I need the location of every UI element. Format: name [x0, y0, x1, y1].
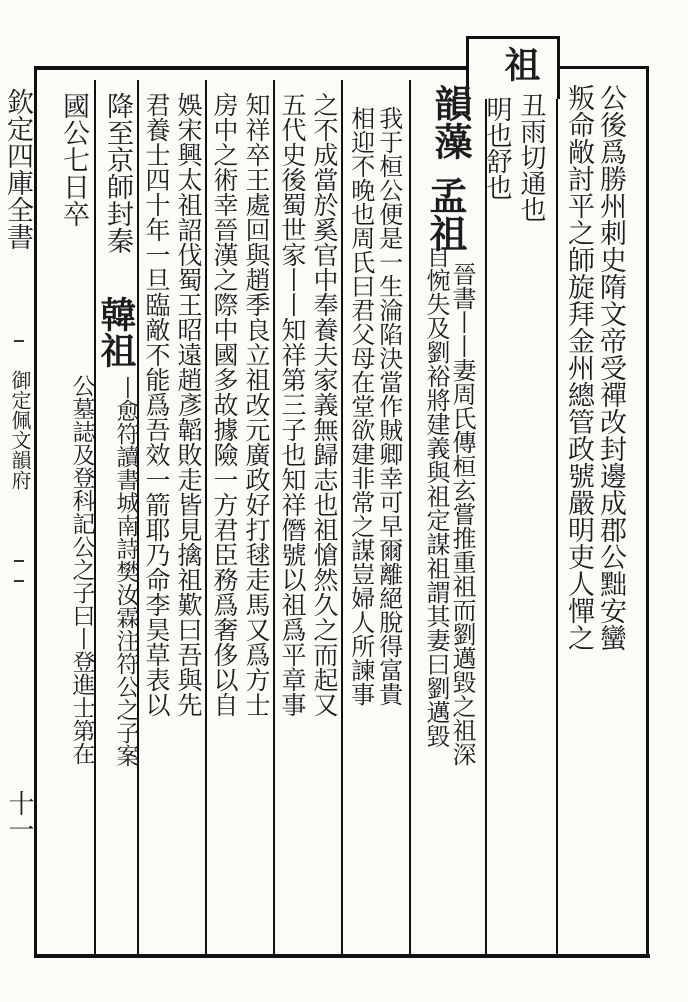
top-border-right	[554, 66, 648, 69]
text-column: 我于桓公便是一生淪陷決當作賊卿幸可早爾離絕脫得富貴	[374, 106, 403, 706]
note-line: 晉書丨丨妻周氏傳桓玄嘗推重祖而劉邁毀之祖深	[448, 262, 476, 766]
text-column: 叛命敞討平之師旋拜金州總管政號嚴明吏人憚之	[563, 84, 594, 651]
column-rule	[409, 80, 411, 954]
right-border	[646, 66, 649, 958]
column-rule	[273, 80, 275, 954]
book-subtitle: 御定佩文韻府	[8, 370, 32, 490]
entry-term: 韓祖	[95, 296, 137, 368]
column-rule	[485, 96, 487, 954]
rhyme-heading: 韻藻	[428, 84, 473, 160]
column-rule	[205, 80, 207, 954]
column-rule	[341, 80, 343, 954]
text-column: 降至京師封秦	[102, 92, 133, 254]
text-column: 娛宋興太祖詔伐蜀王昭遠趙彥韜敗走皆見擒祖歎曰吾與先	[174, 92, 203, 717]
book-title: 欽定四庫全書	[2, 88, 33, 250]
text-column: 國公七日卒	[58, 92, 89, 227]
text-column: 之不成當於奚官中奉養夫家義無歸志也祖愴然久之而起又	[310, 92, 339, 717]
page-number: 十一	[4, 790, 34, 842]
left-border	[34, 66, 37, 958]
text-column: 公後爲勝州刺史隋文帝受禪改封邊成郡公黜安蠻	[595, 84, 626, 651]
text-column: 相迎不晚也周氏曰君父母在堂欲建非常之謀豈婦人所諫事	[346, 106, 375, 706]
margin-dash	[14, 560, 24, 562]
note-line: 丨愈符讀書城南詩樊汝霖注符公之子案	[112, 376, 139, 767]
text-column: 君養士四十年一旦臨敵不能爲吾效一箭耶乃命李昊草表以	[142, 92, 171, 717]
text-column: 明也舒也	[482, 96, 512, 200]
text-column: 知祥卒王處回與趙季良立祖改元廣政好打毬走馬又爲方士	[242, 92, 271, 717]
head-character: 祖	[499, 46, 541, 82]
bottom-border	[34, 954, 650, 958]
text-column: 房中之術幸晉漢之際中國多故據險一方君臣務爲奢侈以自	[210, 92, 239, 717]
top-border	[34, 66, 466, 70]
note-line: 自惋失及劉裕將建義與祖定謀祖謂其妻曰劉邁毀	[422, 244, 450, 748]
text-column: 丑雨切通也	[516, 92, 546, 222]
entry-term: 孟祖	[423, 176, 468, 252]
margin-dash	[14, 580, 24, 582]
note-line: 公墓誌及登科記公之子曰丨登進士第在	[68, 374, 95, 765]
margin-dash	[14, 340, 24, 342]
text-column: 五代史後蜀世家丨丨知祥第三子也知祥僭號以祖爲平章事	[278, 92, 307, 717]
column-rule	[556, 88, 558, 954]
